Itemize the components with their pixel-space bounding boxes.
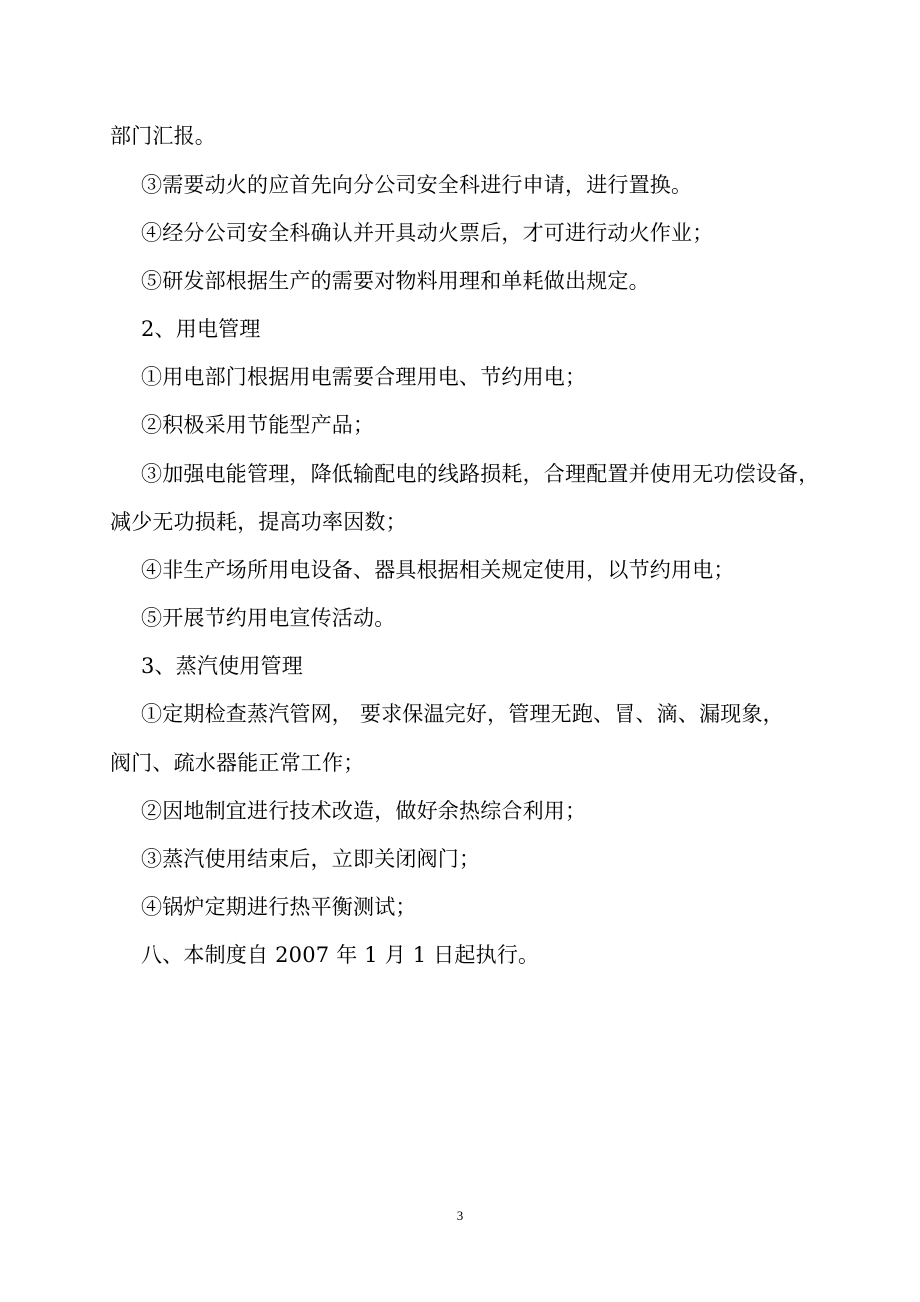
text-line-continuation: 部门汇报。 — [110, 124, 216, 148]
section-heading-electricity: 2、用电管理 — [141, 317, 261, 341]
text-line-item: ③需要动火的应首先向分公司安全科进行申请，进行置换。 — [141, 173, 693, 197]
text-line-item: ④非生产场所用电设备、器具根据相关规定使用，以节约用电； — [141, 558, 735, 582]
text-line-continuation: 减少无功损耗，提高功率因数； — [110, 510, 407, 534]
text-line-item: ①用电部门根据用电需要合理用电、节约用电； — [141, 365, 587, 389]
text-line-item: ①定期检查蒸汽管网， 要求保温完好，管理无跑、冒、滴、漏现象， — [141, 702, 784, 726]
text-line-item: ③蒸汽使用结束后，立即关闭阀门； — [141, 847, 481, 871]
text-line-item: ②因地制宜进行技术改造，做好余热综合利用； — [141, 799, 587, 823]
text-line-item: ②积极采用节能型产品； — [141, 413, 375, 437]
text-line-item: ⑤开展节约用电宣传活动。 — [141, 606, 396, 630]
section-heading-steam: 3、蒸汽使用管理 — [141, 654, 303, 678]
text-line-continuation: 阀门、疏水器能正常工作； — [110, 751, 365, 775]
text-line-effective-date: 八、本制度自 2007 年 1 月 1 日起执行。 — [141, 943, 540, 967]
text-line-item: ④经分公司安全科确认并开具动火票后，才可进行动火作业； — [141, 221, 714, 245]
text-line-item: ④锅炉定期进行热平衡测试； — [141, 895, 417, 919]
text-line-item: ⑤研发部根据生产的需要对物料用理和单耗做出规定。 — [141, 269, 650, 293]
text-line-item: ③加强电能管理，降低输配电的线路损耗，合理配置并使用无功偿设备， — [141, 462, 820, 486]
page-number: 3 — [456, 1208, 464, 1223]
